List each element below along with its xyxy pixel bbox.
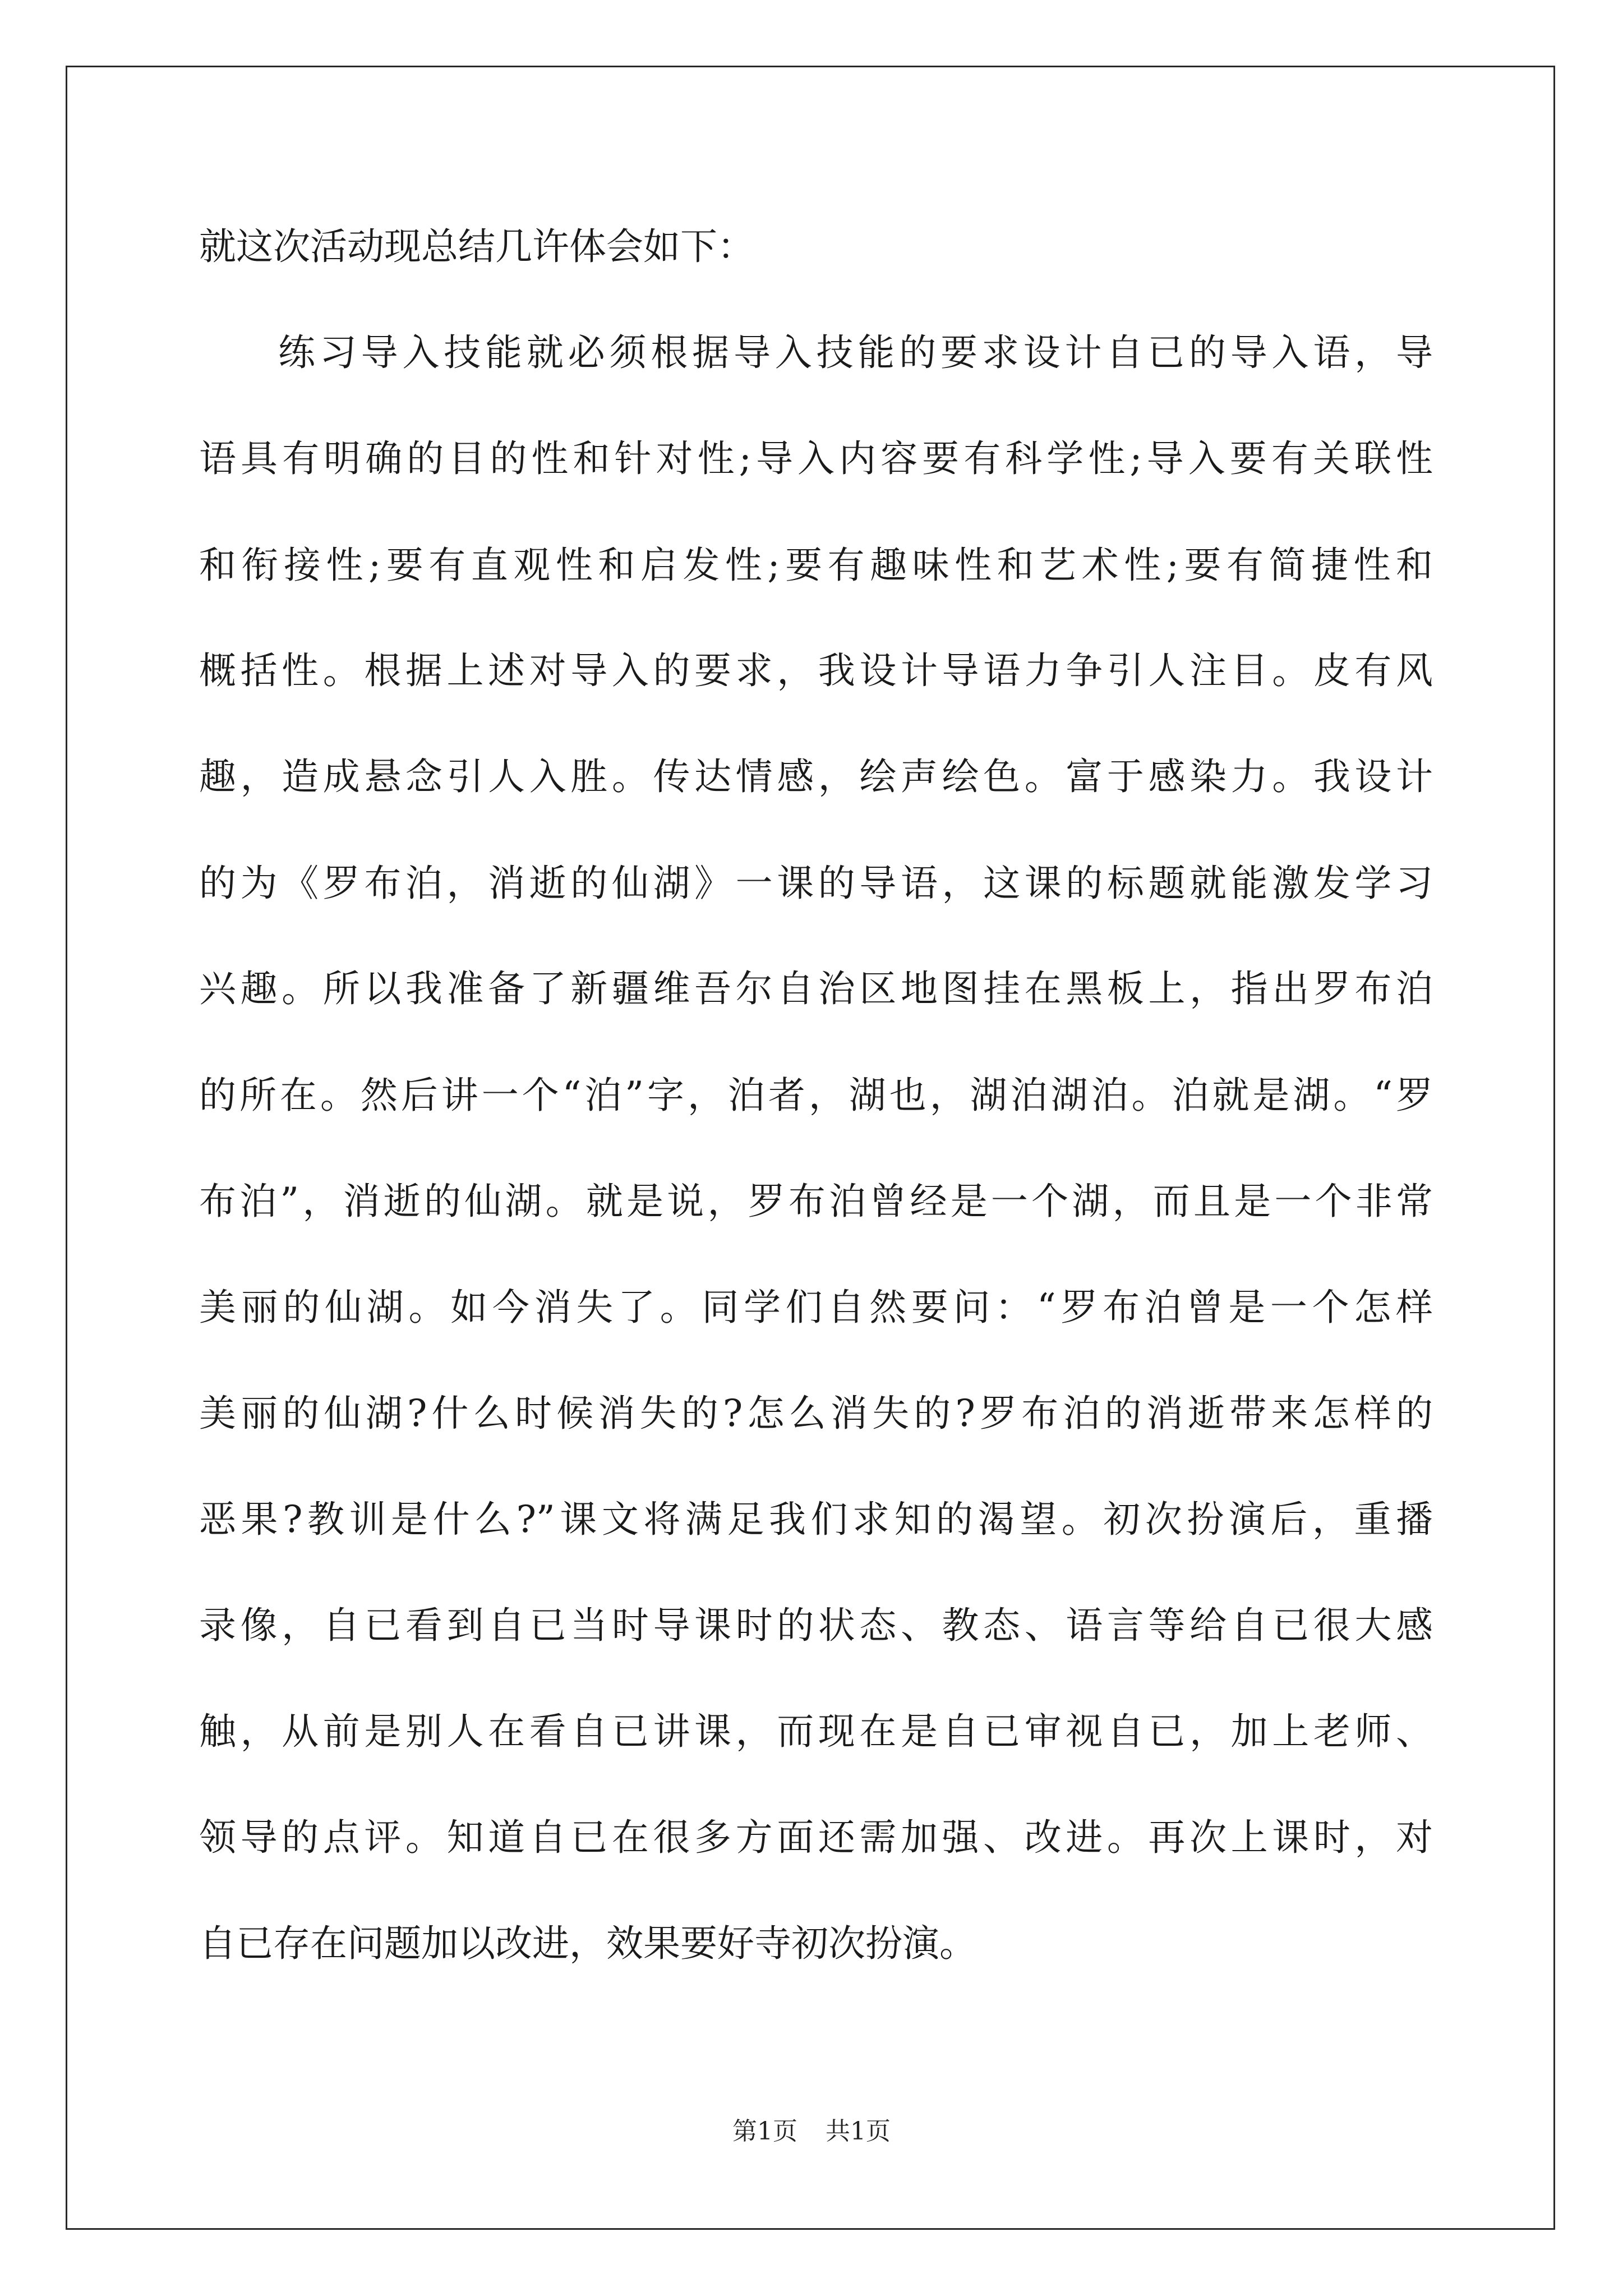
text-line-17: 自已存在问题加以改进，效果要好寺初次扮演。 bbox=[199, 1922, 976, 1965]
text-line-2: 练习导入技能就必须根据导入技能的要求设计自已的导入语，导 bbox=[278, 331, 1433, 374]
text-line-10: 布泊”，消逝的仙湖。就是说，罗布泊曾经是一个湖，而且是一个非常 bbox=[199, 1180, 1433, 1223]
text-line-12: 美丽的仙湖?什么时候消失的?怎么消失的?罗布泊的消逝带来怎样的 bbox=[199, 1392, 1433, 1435]
text-line-14: 录像，自已看到自已当时导课时的状态、教态、语言等给自已很大感 bbox=[199, 1604, 1433, 1647]
text-line-16: 领导的点评。知道自已在很多方面还需加强、改进。再次上课时，对 bbox=[199, 1816, 1433, 1859]
text-line-3: 语具有明确的目的性和针对性;导入内容要有科学性;导入要有关联性 bbox=[199, 437, 1433, 480]
text-line-5: 概括性。根据上述对导入的要求，我设计导语力争引人注目。皮有风 bbox=[199, 649, 1433, 692]
page-number-current: 第1页 bbox=[732, 2117, 797, 2146]
page-border bbox=[66, 66, 1555, 2230]
text-line-11: 美丽的仙湖。如今消失了。同学们自然要问：“罗布泊曾是一个怎样 bbox=[199, 1286, 1433, 1329]
text-line-1: 就这次活动现总结几许体会如下： bbox=[199, 225, 754, 268]
text-line-8: 兴趣。所以我准备了新疆维吾尔自治区地图挂在黑板上，指出罗布泊 bbox=[199, 967, 1433, 1010]
text-line-4: 和衔接性;要有直观性和启发性;要有趣味性和艺术性;要有简捷性和 bbox=[199, 544, 1433, 587]
text-line-7: 的为《罗布泊，消逝的仙湖》一课的导语，这课的标题就能激发学习 bbox=[199, 862, 1433, 905]
page-footer bbox=[0, 2115, 1623, 2148]
page-number-total: 共1页 bbox=[826, 2117, 891, 2146]
text-line-13: 恶果?教训是什么?”课文将满足我们求知的渴望。初次扮演后，重播 bbox=[199, 1498, 1433, 1541]
text-line-9: 的所在。然后讲一个“泊”字，泊者，湖也，湖泊湖泊。泊就是湖。“罗 bbox=[199, 1074, 1433, 1117]
text-line-15: 触，从前是别人在看自已讲课，而现在是自已审视自已，加上老师、 bbox=[199, 1710, 1433, 1753]
text-line-6: 趣，造成悬念引人入胜。传达情感，绘声绘色。富于感染力。我设计 bbox=[199, 755, 1433, 798]
